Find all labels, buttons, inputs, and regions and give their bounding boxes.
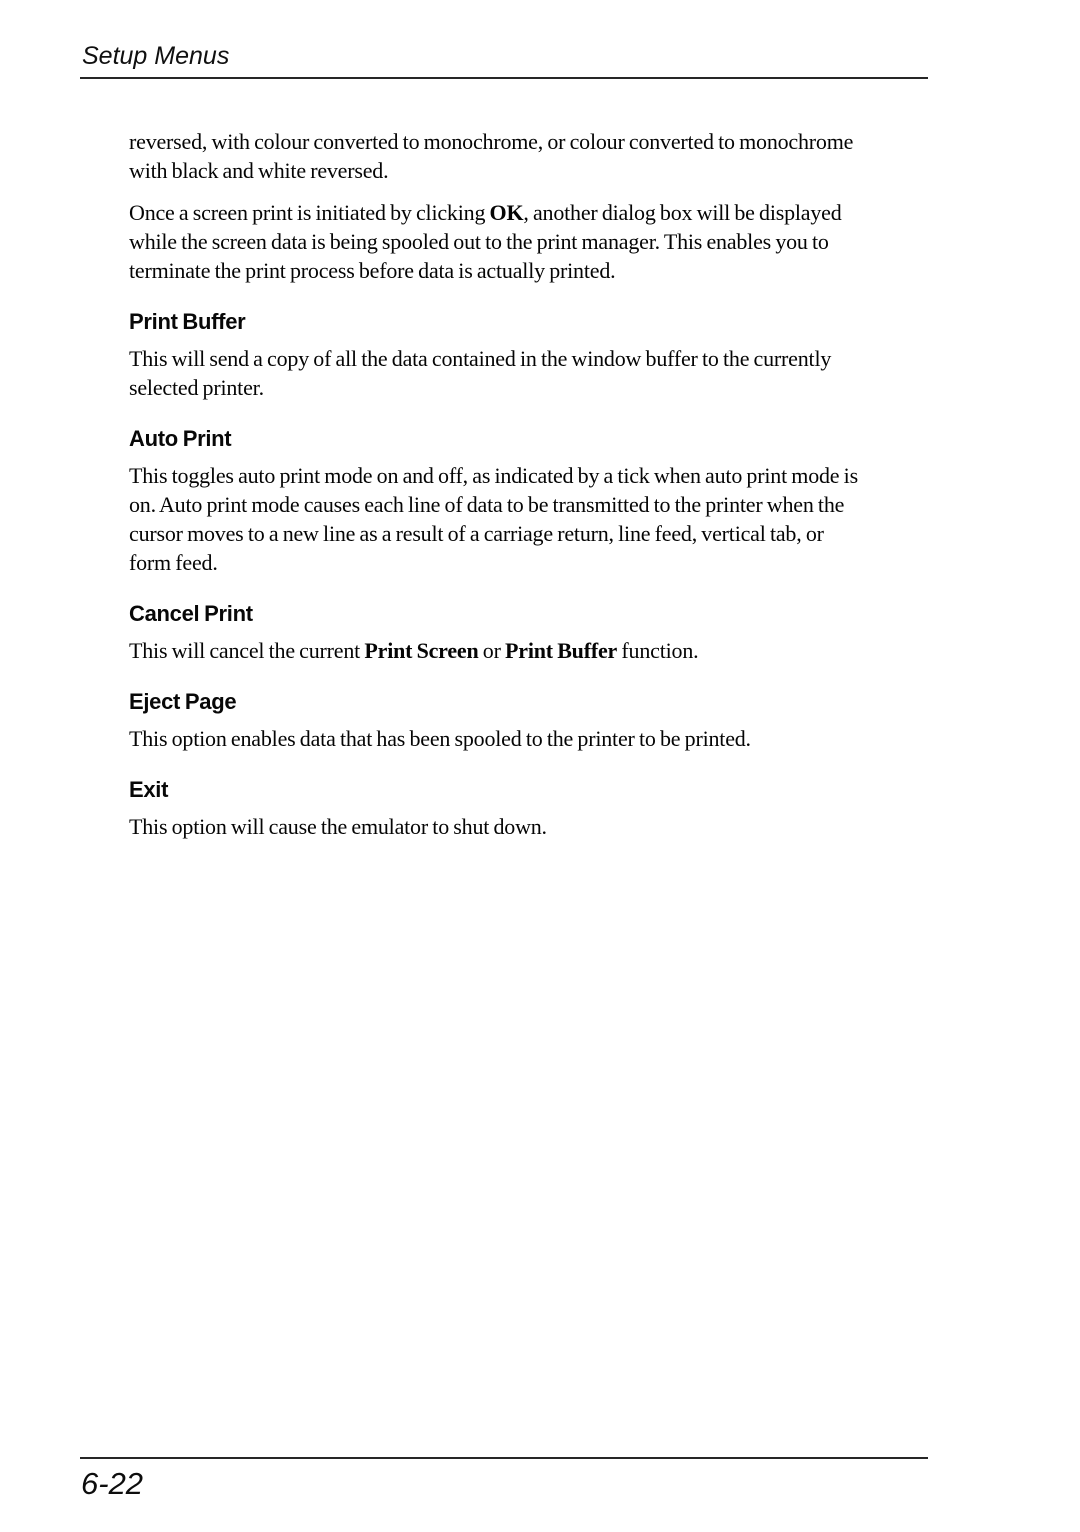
paragraph-line: function.	[617, 638, 699, 663]
paragraph-line: terminate the print process before data is actually printed.	[129, 258, 616, 283]
paragraph-line: This toggles auto print mode on and off, as indicated by a tick when auto print mode is	[129, 463, 858, 488]
heading-cancel-print: Cancel Print	[129, 601, 253, 626]
paragraph-screen-print	[129, 198, 999, 285]
heading-print-buffer: Print Buffer	[129, 309, 246, 334]
paragraph-line: This option will cause the emulator to shut down.	[129, 814, 547, 839]
paragraph-reversed	[129, 127, 999, 185]
paragraph-print-buffer	[129, 344, 999, 402]
paragraph-line: , another dialog box will be displayed	[523, 200, 842, 225]
heading-auto-print: Auto Print	[129, 426, 232, 451]
paragraph-line: with black and white reversed.	[129, 158, 389, 183]
paragraph-line: on. Auto print mode causes each line of data to be transmitted to the printer when the	[129, 492, 845, 517]
bold-print-buffer: Print Buffer	[505, 638, 618, 663]
paragraph-line: reversed, with colour converted to monochrome, or colour converted to monochrome	[129, 129, 854, 154]
footer-rule	[80, 1457, 928, 1459]
heading-eject-page: Eject Page	[129, 689, 237, 714]
paragraph-line: This option enables data that has been spooled to the printer to be printed.	[129, 726, 751, 751]
paragraph-exit	[129, 812, 999, 841]
paragraph-eject-page	[129, 724, 999, 753]
paragraph-line: selected printer.	[129, 375, 264, 400]
bold-print-screen: Print Screen	[364, 638, 479, 663]
paragraph-line: This will send a copy of all the data contained in the window buffer to the currently	[129, 346, 832, 371]
page-body	[129, 127, 999, 854]
page-header-title: Setup Menus	[82, 42, 230, 70]
paragraph-line: This will cancel the current	[129, 638, 365, 663]
paragraph-line: or	[478, 638, 506, 663]
paragraph-line: cursor moves to a new line as a result of a carriage return, line feed, vertical tab, or	[129, 521, 824, 546]
bold-ok: OK	[489, 200, 524, 225]
paragraph-line: Once a screen print is initiated by clicking	[129, 200, 490, 225]
paragraph-line: while the screen data is being spooled out to the print manager. This enables you to	[129, 229, 829, 254]
page-number: 6-22	[81, 1466, 144, 1501]
heading-exit: Exit	[129, 777, 169, 802]
paragraph-auto-print	[129, 461, 999, 577]
header-rule	[80, 77, 928, 79]
paragraph-cancel-print	[129, 636, 999, 665]
paragraph-line: form feed.	[129, 550, 218, 575]
